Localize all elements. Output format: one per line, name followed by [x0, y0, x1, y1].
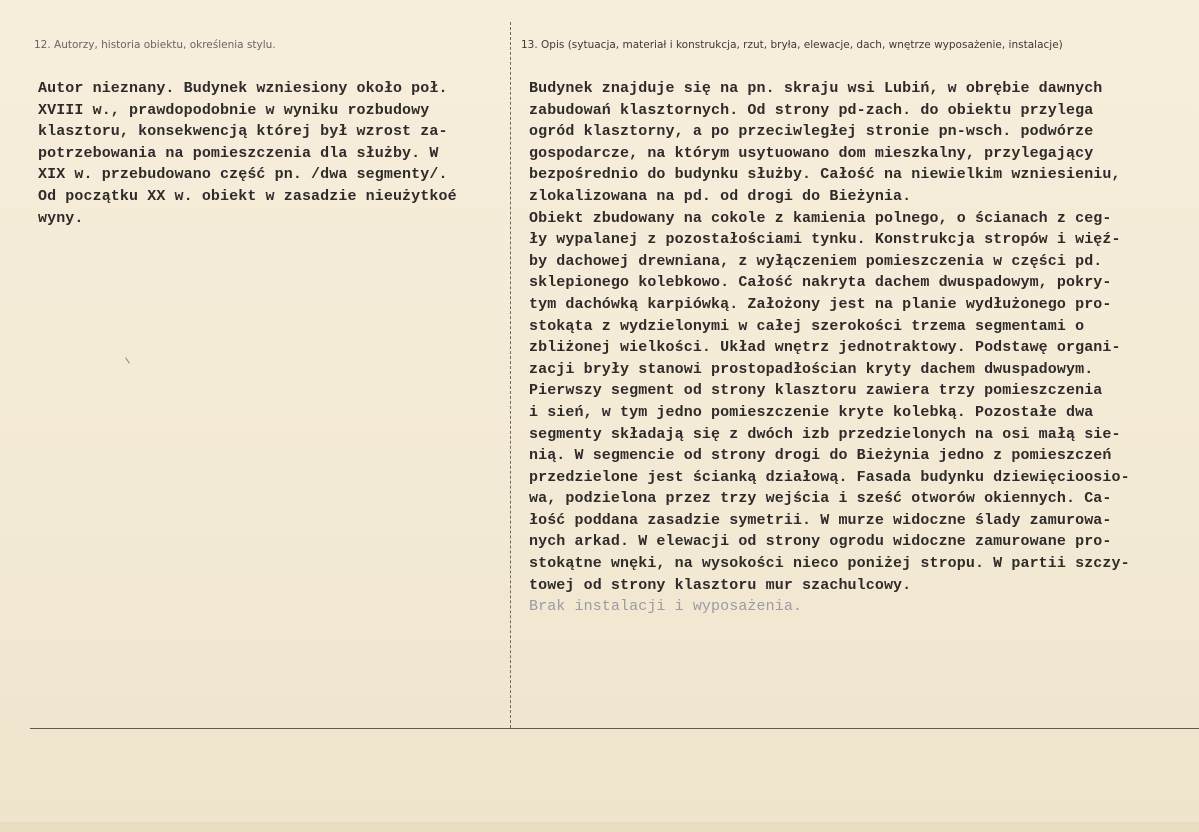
section-12-header: 12. Autorzy, historia obiektu, określenia stylu. [34, 39, 276, 51]
text-line: stokątne wnęki, na wysokości nieco poniżej stropu. W partii szczy- [529, 555, 1130, 573]
text-line: XVIII w., prawdopodobnie w wyniku rozbudowy [38, 101, 430, 119]
text-line: Budynek znajduje się na pn. skraju wsi Lubiń, w obrębie dawnych [529, 80, 1103, 97]
text-line: Autor nieznany. Budynek wzniesiony około poł. [38, 80, 448, 97]
installations-note: Brak instalacji i wyposażenia. [529, 598, 803, 616]
text-line: stokąta z wydzielonymi w całej szerokości trzema segmentami o [529, 317, 1085, 335]
text-line: towej od strony klasztoru mur szachulcowy. [529, 576, 912, 594]
text-line: wa, podzielona przez trzy wejścia i sześć otworów okiennych. Ca- [529, 490, 1112, 508]
text-line: ogród klasztorny, a po przeciwległej stronie pn-wsch. podwórze [529, 123, 1094, 141]
text-line: bezpośrednio do budynku służby. Całość na niewielkim wzniesieniu, [529, 166, 1121, 184]
text-line: XIX w. przebudowano część pn. /dwa segmenty/. [38, 166, 448, 184]
text-line: segmenty składają się z dwóch izb przedzielonych na osi małą sie- [529, 425, 1121, 443]
text-line: nią. W segmencie od strony drogi do Bieżynia jedno z pomieszczeń [529, 447, 1112, 465]
text-line: zlokalizowana na pd. od drogi do Bieżynia. [529, 187, 912, 205]
page-bottom-edge [0, 822, 1199, 832]
text-line: Od początku XX w. obiekt w zasadzie nieużytkoé [38, 187, 457, 205]
text-line: przedzielone jest ścianką działową. Fasada budynku dziewięcioosio- [529, 468, 1130, 486]
text-line: klasztoru, konsekwencją której był wzrost za- [38, 123, 448, 141]
text-line: Obiekt zbudowany na cokole z kamienia polnego, o ścianach z ceg- [529, 209, 1112, 227]
text-line: tym dachówką karpiówką. Założony jest na planie wydłużonego pro- [529, 295, 1112, 313]
text-line: łość poddana zasadzie symetrii. W murze widoczne ślady zamurowa- [529, 511, 1112, 529]
text-line: by dachowej drewniana, z wyłączeniem pomieszczenia w części pd. [529, 252, 1103, 270]
text-line: Pierwszy segment od strony klasztoru zawiera trzy pomieszczenia [529, 382, 1103, 400]
text-line: zacji bryły stanowi prostopadłościan kryty dachem dwuspadowym. [529, 360, 1094, 378]
text-line: zabudowań klasztornych. Od strony pd-zach. do obiektu przylega [529, 101, 1094, 119]
text-line: wyny. [38, 209, 84, 227]
text-line: gospodarcze, na którym usytuowano dom mieszkalny, przylegający [529, 144, 1094, 162]
column-divider [510, 22, 512, 728]
section-13-header: 13. Opis (sytuacja, materiał i konstrukcja, rzut, bryła, elewacje, dach, wnętrze wyposażenie, instalacje) [521, 39, 1063, 51]
bottom-rule [30, 728, 1199, 729]
description-text [529, 78, 1189, 618]
text-line: potrzebowania na pomieszczenia dla służby. W [38, 144, 439, 162]
text-line: nych arkad. W elewacji od strony ogrodu widoczne zamurowane pro- [529, 533, 1112, 551]
text-line: ły wypalanej z pozostałościami tynku. Konstrukcja stropów i więź- [529, 231, 1121, 249]
text-line: zbliżonej wielkości. Układ wnętrz jednotraktowy. Podstawę organi- [529, 339, 1121, 357]
text-line: i sień, w tym jedno pomieszczenie kryte kolebką. Pozostałe dwa [529, 403, 1094, 421]
authors-history-text [38, 78, 506, 229]
text-line: sklepionego kolebkowo. Całość nakryta dachem dwuspadowym, pokry- [529, 274, 1112, 292]
stray-pen-mark [125, 357, 130, 363]
